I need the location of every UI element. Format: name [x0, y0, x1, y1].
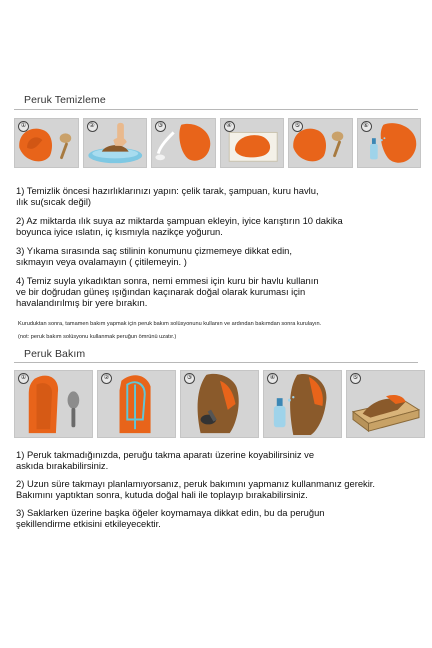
care-panel-5: [346, 370, 425, 438]
care-step-2: [16, 478, 416, 500]
cleaning-step-1: [16, 185, 416, 207]
step-number: ⑤: [292, 121, 303, 132]
text-line: şekillendirme etkisini etkileyecektir.: [16, 518, 161, 530]
text-line: 4) Temiz suyla yıkadıktan sonra, nemi emmesi için kuru bir havlu kullanın: [16, 275, 319, 286]
solution-note: (not: peruk bakım solüsyonu kullanmak peruğun ömrünü uzatır.): [18, 334, 177, 340]
text-line: ılık su(sıcak değil): [16, 196, 92, 208]
step-number: ②: [101, 373, 112, 384]
text-line: 3) Saklarken üzerine başka öğeler koymamaya dikkat edin, bu da peruğun: [16, 507, 325, 518]
cleaning-panel-6: [357, 118, 422, 168]
text-line: 2) Az miktarda ılık suya az miktarda şampuan ekleyin, iyice karıştırın 10 dakika: [16, 215, 343, 226]
care-panel-2: [97, 370, 176, 438]
care-step-3: [16, 507, 416, 529]
cleaning-panel-3: [151, 118, 216, 168]
text-line: havalandırılmış bir yere bırakın.: [16, 297, 148, 309]
step-number: ④: [267, 373, 278, 384]
step-number: ⑥: [361, 121, 372, 132]
care-steps-illustrations: [14, 370, 425, 438]
step-number: ⑤: [350, 373, 361, 384]
text-line: 1) Temizlik öncesi hazırlıklarınızı yapın: çelik tarak, şampuan, kuru havlu,: [16, 185, 319, 196]
care-step-1: [16, 449, 416, 471]
step-number: ①: [18, 373, 29, 384]
text-line: askıda bırakabilirsiniz.: [16, 460, 109, 472]
section-divider: [14, 362, 418, 363]
text-line: ve bir doğrudan güneş ışığından kaçınarak doğal olarak kuruması için: [16, 286, 306, 298]
text-line: Bakımını yaptıktan sonra, kutuda doğal hali ile toplayıp bırakabilirsiniz.: [16, 489, 308, 501]
section-title-cleaning: Peruk Temizleme: [24, 94, 106, 106]
after-care-note: Kuruduktan sonra, tamamen bakım yapmak için peruk bakım solüsyonunu kullanın ve ardından bakımdan sonra kurulayın.: [18, 321, 322, 327]
care-panel-3: [180, 370, 259, 438]
step-number: ①: [18, 121, 29, 132]
cleaning-panel-1: [14, 118, 79, 168]
cleaning-step-2: [16, 215, 416, 237]
cleaning-panel-2: [83, 118, 148, 168]
text-line: boyunca iyice ıslatın, iç kısmıyla nazikçe yoğurun.: [16, 226, 223, 238]
step-number: ③: [155, 121, 166, 132]
cleaning-panel-4: [220, 118, 285, 168]
text-line: 1) Peruk takmadığınızda, peruğu takma aparatı üzerine koyabilirsiniz ve: [16, 449, 315, 460]
cleaning-steps-illustrations: [14, 118, 421, 168]
cleaning-panel-5: [288, 118, 353, 168]
step-number: ②: [87, 121, 98, 132]
section-divider: [14, 109, 418, 110]
cleaning-step-3: [16, 245, 416, 267]
cleaning-step-4: [16, 275, 416, 309]
text-line: sıkmayın veya ovalamayın ( çitilemeyin. ): [16, 256, 187, 268]
text-line: 3) Yıkama sırasında saç stilinin konumunu çizmemeye dikkat edin,: [16, 245, 292, 256]
care-panel-1: [14, 370, 93, 438]
care-panel-4: [263, 370, 342, 438]
text-line: 2) Uzun süre takmayı planlamıyorsanız, peruk bakımını yapmanız kullanmanız gerekir.: [16, 478, 376, 489]
section-title-care: Peruk Bakım: [24, 348, 86, 360]
step-number: ③: [184, 373, 195, 384]
step-number: ④: [224, 121, 235, 132]
